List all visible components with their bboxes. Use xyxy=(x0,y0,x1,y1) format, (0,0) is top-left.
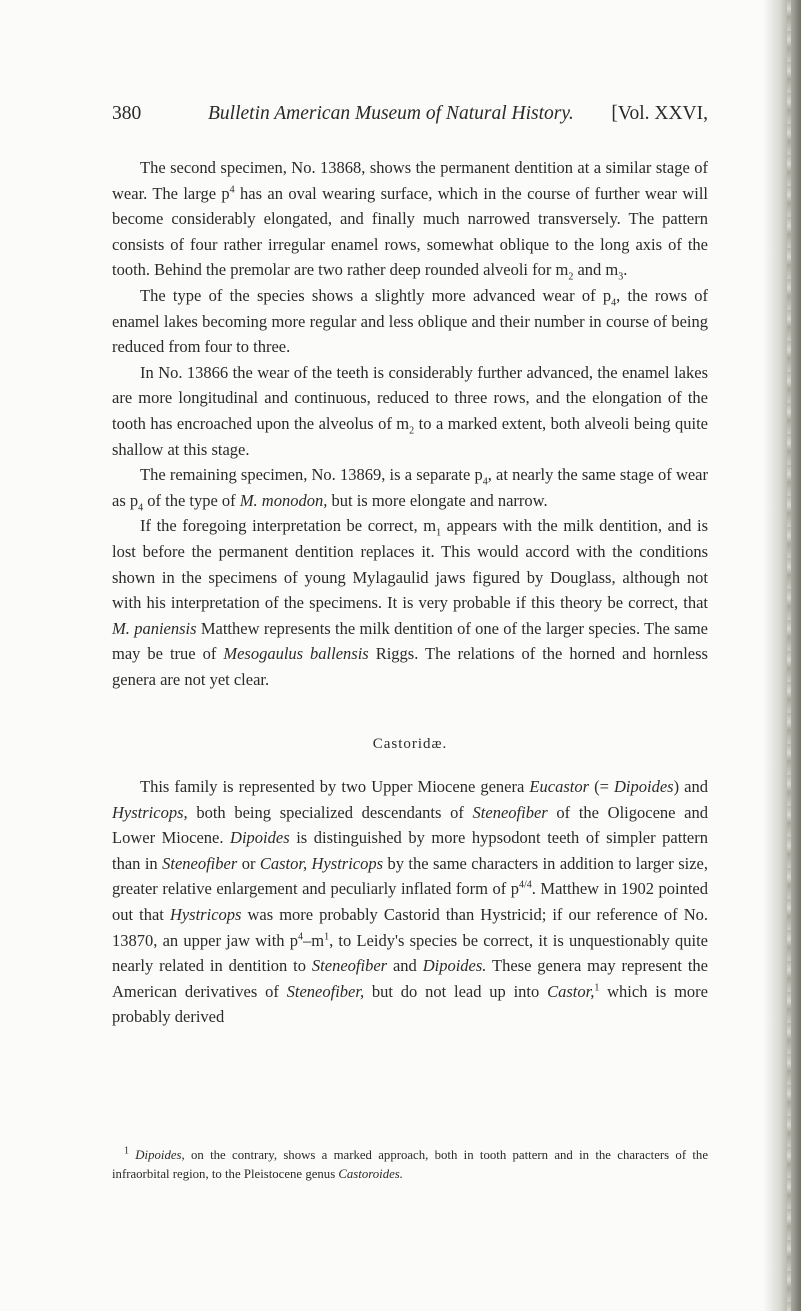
paragraph: In No. 13866 the wear of the teeth is considerably further advanced, the enamel lakes are more longitudinal and continuous, reduced to three rows, and the elongation of the tooth has encroached upon the alveolus of $m_2$ to a marked extent, both alveoli being quite shallow at this stage. xyxy=(112,362,708,459)
section-heading: Castoridæ. xyxy=(372,736,448,753)
scan-edge-texture xyxy=(787,0,791,1311)
footnote-reference: 1 xyxy=(594,982,600,994)
paragraph: The second specimen, No. 13868, shows the permanent dentition at a similar stage of wear. The large $p^4$ has an oval wearing surface, which in the course of further wear will become considerably elongated, and finally much narrowed transversely. The pattern consists of four rather irregular enamel rows, somewhat oblique to the long axis of the tooth. Behind the premolar are two rather deep rounded alveoli for $m_2$ and $m_3$. xyxy=(112,158,708,283)
footnote-marker: 1 xyxy=(124,1145,129,1157)
running-header xyxy=(112,103,708,129)
paragraph: The type of the species shows a slightly more advanced wear of $p_4$, the rows of enamel lakes becoming more regular and less oblique and their number in course of being reduced from four to three. xyxy=(112,285,709,357)
paragraph: The remaining specimen, No. 13869, is a separate $p_4$, at nearly the same stage of wear as $p_4$ of the type of M. monodon, but is more elongate and narrow. xyxy=(112,465,708,514)
journal-title: Bulletin American Museum of Natural History. xyxy=(208,103,574,124)
volume-label: [Vol. XXVI, xyxy=(611,103,708,124)
footnote: $^1$ Dipoides, on the contrary, shows a marked approach, both in tooth pattern and in the characters of the infraorbital region, to the Pleistocene genus Castoroides. xyxy=(112,1145,708,1181)
body-text xyxy=(112,155,708,1030)
scan-edge-shadow xyxy=(763,0,801,1311)
paragraph: If the foregoing interpretation be correct, $m_1$ appears with the milk dentition, and is lost before the permanent dentition replaces it. This would accord with the conditions shown in the specimens of young Mylagaulid jaws figured by Douglass, although not with his interpretation of the specimens. It is very probable if this theory be correct, that M. paniensis Matthew represents the milk dentition of one of the larger species. The same may be true of Mesogaulus ballensis Riggs. The relations of the horned and hornless genera are not yet clear. xyxy=(112,516,708,689)
page-number: 380 xyxy=(112,103,142,124)
paragraph: This family is represented by two Upper Miocene genera Eucastor (= Dipoides) and Hystricops, both being specialized descendants of Steneofiber of the Oligocene and Lower Miocene. Dipoides is distinguished by more hypsodont teeth of simpler pattern than in Steneofiber or Castor, Hystricops by the same characters in addition to larger size, greater relative enlargement and peculiarly inflated form of $p^{4/4}$. Matthew in 1902 pointed out that Hystricops was more probably Castorid than Hystricid; if our reference of No. 13870, an upper jaw with $p^4-m^1$, to Leidy's species be correct, it is unquestionably quite nearly related in dentition to Steneofiber and Dipoides. These genera may represent the American derivatives of Steneofiber, but do not lead up into Castor,$^1$ which is more probably derived xyxy=(112,777,709,1027)
